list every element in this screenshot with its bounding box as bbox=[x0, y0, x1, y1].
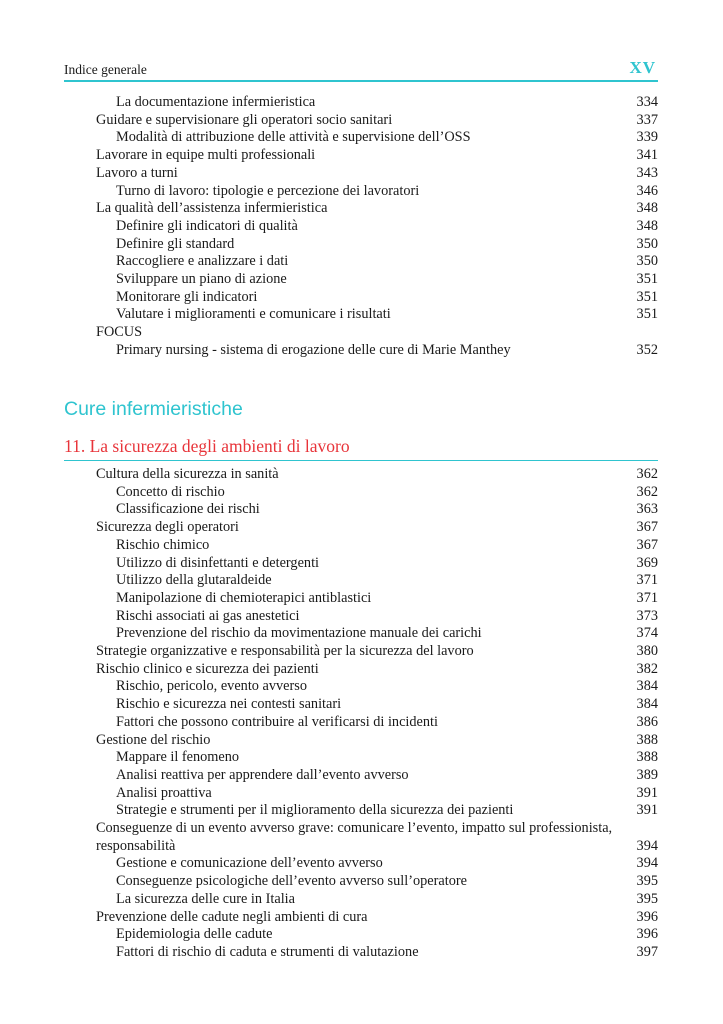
toc-entry-page: 341 bbox=[636, 147, 658, 164]
toc-entry-title: Turno di lavoro: tipologie e percezione dei lavoratori bbox=[116, 182, 420, 199]
toc-entry-title: Definire gli indicatori di qualità bbox=[116, 217, 298, 234]
toc-entry-page: 388 bbox=[636, 731, 658, 748]
toc-entry-page: 367 bbox=[636, 519, 658, 536]
toc-entry bbox=[96, 236, 658, 254]
toc-entry-page: 350 bbox=[636, 235, 658, 252]
toc-entry bbox=[96, 94, 658, 112]
toc-entry-page: 380 bbox=[636, 643, 658, 660]
toc-entry-title: Classificazione dei rischi bbox=[116, 501, 260, 518]
toc-entry-page: 373 bbox=[636, 607, 658, 624]
toc-entry bbox=[96, 643, 658, 661]
toc-entry-page: 362 bbox=[636, 466, 658, 482]
toc-entry-title: Definire gli standard bbox=[116, 235, 235, 252]
toc-entry-page: 351 bbox=[636, 288, 658, 305]
toc-entry bbox=[96, 484, 658, 502]
toc-entry-title: La qualità dell’assistenza infermieristica bbox=[96, 200, 328, 217]
toc-entry bbox=[96, 200, 658, 218]
toc-entry bbox=[96, 678, 658, 696]
toc-entry-title: Raccogliere e analizzare i dati bbox=[116, 253, 289, 270]
toc-entry-title: Monitorare gli indicatori bbox=[116, 288, 258, 305]
toc-entry bbox=[96, 112, 658, 130]
toc-entry bbox=[96, 926, 658, 944]
toc-entry-title: Fattori di rischio di caduta e strumenti di valutazione bbox=[116, 943, 419, 960]
toc-entry-title: Conseguenze psicologiche dell’evento avverso sull’operatore bbox=[116, 873, 467, 890]
toc-entry-page: 369 bbox=[636, 554, 658, 571]
toc-entry-title: Sicurezza degli operatori bbox=[96, 519, 239, 536]
toc-entry bbox=[96, 572, 658, 590]
toc-entry bbox=[96, 732, 658, 750]
toc-entry bbox=[96, 661, 658, 679]
toc-entry-page: 374 bbox=[636, 625, 658, 642]
section-title: Cure infermieristiche bbox=[64, 398, 243, 420]
toc-entry-page: 352 bbox=[636, 341, 658, 358]
toc-entry-page: 396 bbox=[636, 908, 658, 925]
toc-entry-title: Manipolazione di chemioterapici antiblastici bbox=[116, 589, 372, 606]
toc-entry bbox=[96, 165, 658, 183]
toc-entry-title: Analisi reattiva per apprendere dall’evento avverso bbox=[116, 766, 409, 783]
toc-entry bbox=[96, 147, 658, 165]
toc-entry-page: 384 bbox=[636, 678, 658, 695]
toc-entry-title: Analisi proattiva bbox=[116, 784, 212, 801]
toc-entry bbox=[96, 519, 658, 537]
toc-entry-title: Mappare il fenomeno bbox=[116, 749, 240, 766]
toc-entry-title: Gestione e comunicazione dell’evento avverso bbox=[116, 855, 383, 872]
toc-entry bbox=[96, 891, 658, 909]
toc-entry bbox=[96, 306, 658, 324]
toc-entry-title: Strategie e strumenti per il miglioramento della sicurezza dei pazienti bbox=[116, 802, 514, 819]
toc-entry-title: Fattori che possono contribuire al verificarsi di incidenti bbox=[116, 713, 438, 730]
toc-entry-title: Prevenzione del rischio da movimentazione manuale dei carichi bbox=[116, 625, 482, 642]
toc-entry-title: Rischio chimico bbox=[116, 536, 210, 553]
toc-entry-title: Gestione del rischio bbox=[96, 731, 211, 748]
toc-entry-page: 391 bbox=[636, 784, 658, 801]
toc-entry bbox=[96, 129, 658, 147]
toc-entry bbox=[96, 608, 658, 626]
toc-entry bbox=[96, 183, 658, 201]
toc-entry-page: 397 bbox=[636, 943, 658, 960]
chapter-title: 11. La sicurezza degli ambienti di lavoro bbox=[64, 436, 350, 456]
toc-entry-title: Valutare i miglioramenti e comunicare i risultati bbox=[116, 306, 391, 323]
toc-entry bbox=[96, 909, 658, 927]
toc-entry-page: 386 bbox=[636, 713, 658, 730]
toc-entry bbox=[96, 696, 658, 714]
toc-entry-page: 371 bbox=[636, 589, 658, 606]
toc-entry-title: Utilizzo di disinfettanti e detergenti bbox=[116, 554, 320, 571]
toc-entry-page: 382 bbox=[636, 660, 658, 677]
toc-entry-title: Modalità di attribuzione delle attività e supervisione dell’OSS bbox=[116, 129, 471, 146]
toc-entry-page: 337 bbox=[636, 111, 658, 128]
toc-entry-page: 395 bbox=[636, 890, 658, 907]
toc-entry-page: 343 bbox=[636, 164, 658, 181]
toc-entry-title: Lavoro a turni bbox=[96, 164, 178, 181]
running-head-title: Indice generale bbox=[64, 62, 147, 77]
toc-entry-page: 384 bbox=[636, 696, 658, 713]
toc-entry bbox=[96, 501, 658, 519]
toc-entry-title: Concetto di rischio bbox=[116, 483, 225, 500]
toc-entry bbox=[96, 324, 658, 342]
toc-entry bbox=[96, 537, 658, 555]
toc-entry-page: 348 bbox=[636, 200, 658, 217]
toc-entry-title: Epidemiologia delle cadute bbox=[116, 926, 273, 943]
toc-entry-page: 391 bbox=[636, 802, 658, 819]
toc-entry-page: 339 bbox=[636, 129, 658, 146]
toc-entry-page: 350 bbox=[636, 253, 658, 270]
toc-entry-title: Utilizzo della glutaraldeide bbox=[116, 572, 272, 589]
toc-entry bbox=[96, 873, 658, 891]
toc-entry-title: La documentazione infermieristica bbox=[116, 94, 316, 110]
toc-entry bbox=[96, 342, 658, 360]
toc-entry-page: 346 bbox=[636, 182, 658, 199]
toc-entry bbox=[96, 714, 658, 732]
toc-entry bbox=[96, 590, 658, 608]
toc-entry-title: Prevenzione delle cadute negli ambienti di cura bbox=[96, 908, 368, 925]
toc-entry-page: 395 bbox=[636, 873, 658, 890]
toc-entry-title: La sicurezza delle cure in Italia bbox=[116, 890, 295, 907]
toc-entry-page: 389 bbox=[636, 766, 658, 783]
toc-entry bbox=[96, 466, 658, 484]
toc-entry bbox=[96, 253, 658, 271]
toc-entry bbox=[96, 767, 658, 785]
toc-entry-title: FOCUS bbox=[96, 324, 143, 341]
toc-entry-page: 363 bbox=[636, 501, 658, 518]
toc-entry-title: Conseguenze di un evento avverso grave: comunicare l’evento, impatto sul professionista, responsabilità bbox=[96, 820, 613, 854]
toc-entry-title: Guidare e supervisionare gli operatori socio sanitari bbox=[96, 111, 393, 128]
toc-entry-page: 351 bbox=[636, 306, 658, 323]
toc-entry-title: Sviluppare un piano di azione bbox=[116, 271, 287, 288]
toc-entry-page: 371 bbox=[636, 572, 658, 589]
toc-entry-page: 388 bbox=[636, 749, 658, 766]
toc-continued-list bbox=[96, 94, 658, 360]
toc-entry-page: 334 bbox=[636, 94, 658, 110]
toc-entry-page: 351 bbox=[636, 271, 658, 288]
chapter-toc-list bbox=[96, 466, 658, 962]
toc-entry bbox=[96, 625, 658, 643]
toc-entry bbox=[96, 749, 658, 767]
toc-entry-title: Primary nursing - sistema di erogazione delle cure di Marie Manthey bbox=[116, 341, 511, 358]
toc-entry-page: 396 bbox=[636, 926, 658, 943]
toc-entry bbox=[96, 555, 658, 573]
toc-entry bbox=[96, 218, 658, 236]
toc-entry-title: Rischio e sicurezza nei contesti sanitari bbox=[116, 696, 342, 713]
running-head bbox=[64, 58, 658, 80]
toc-entry-title: Lavorare in equipe multi professionali bbox=[96, 147, 316, 164]
toc-entry bbox=[96, 785, 658, 803]
toc-entry-page: 367 bbox=[636, 536, 658, 553]
toc-entry-page: 394 bbox=[636, 837, 658, 854]
toc-entry-title: Rischi associati ai gas anestetici bbox=[116, 607, 300, 624]
page-number: XV bbox=[629, 58, 656, 77]
toc-entry-page: 394 bbox=[636, 855, 658, 872]
toc-entry-title: Rischio, pericolo, evento avverso bbox=[116, 678, 307, 695]
toc-entry bbox=[96, 820, 658, 855]
toc-entry bbox=[96, 855, 658, 873]
toc-entry-title: Rischio clinico e sicurezza dei pazienti bbox=[96, 660, 319, 677]
toc-entry-title: Cultura della sicurezza in sanità bbox=[96, 466, 279, 482]
toc-entry-page: 362 bbox=[636, 483, 658, 500]
toc-entry-page: 348 bbox=[636, 217, 658, 234]
toc-entry bbox=[96, 802, 658, 820]
toc-entry bbox=[96, 944, 658, 962]
toc-entry-title: Strategie organizzative e responsabilità per la sicurezza del lavoro bbox=[96, 643, 474, 660]
toc-entry bbox=[96, 271, 658, 289]
toc-entry bbox=[96, 289, 658, 307]
chapter-rule bbox=[64, 460, 658, 461]
header-rule bbox=[64, 80, 658, 82]
